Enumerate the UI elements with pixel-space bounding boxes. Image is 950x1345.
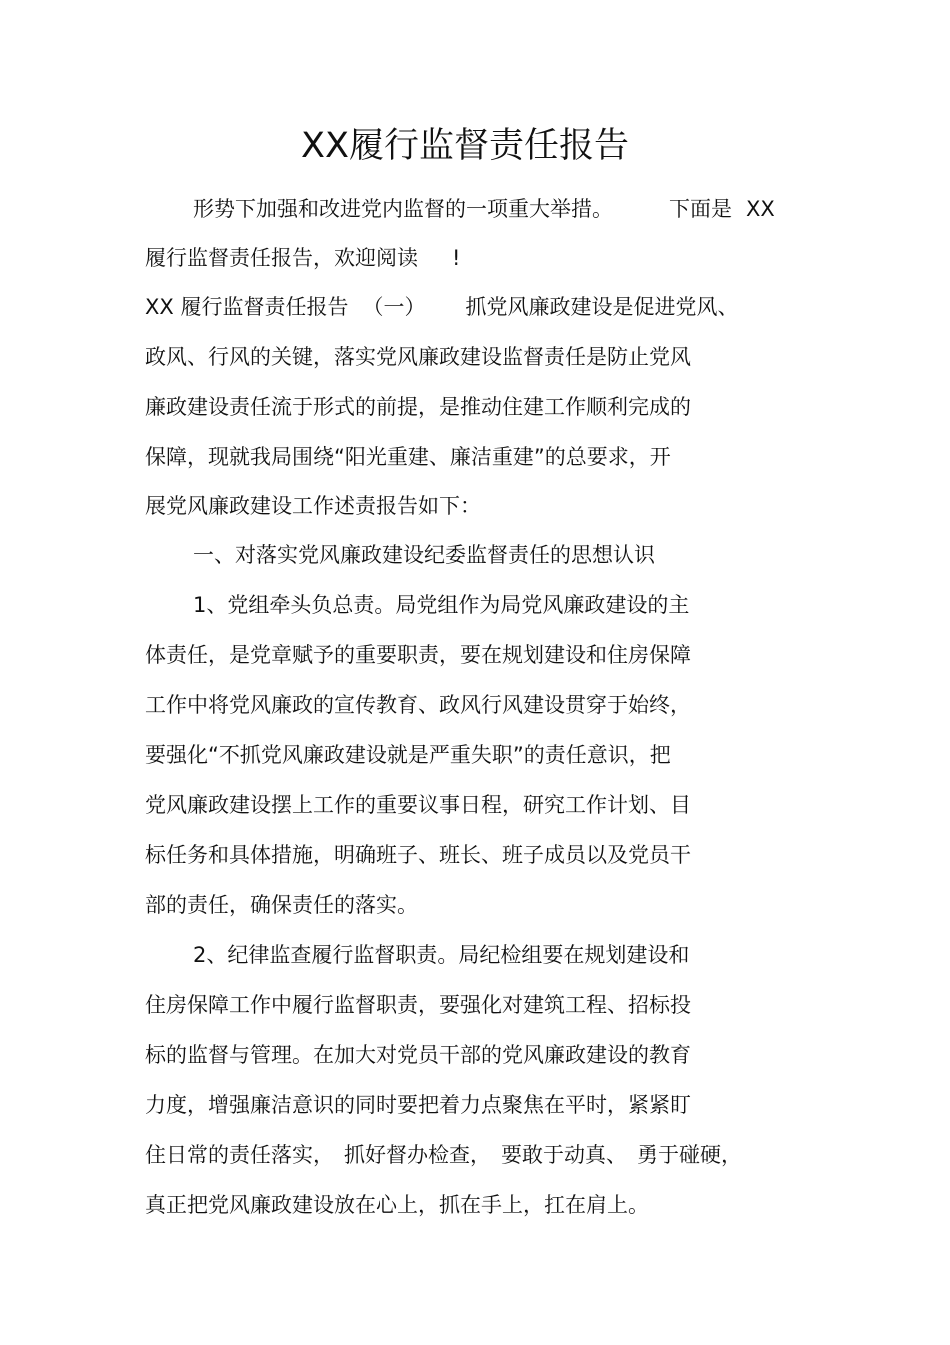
- paragraph-line: 要强化“不抓党风廉政建设就是严重失职”的责任意识，把: [145, 743, 671, 767]
- line-text: !: [452, 246, 461, 270]
- line-text: 抓党风廉政建设是促进党风、: [465, 295, 739, 319]
- line-text: 住日常的责任落实，: [145, 1143, 334, 1167]
- paragraph-line: 标任务和具体措施，明确班子、班长、班子成员以及党员干: [145, 843, 691, 867]
- line-text: XX 履行监督责任报告: [145, 295, 349, 319]
- paragraph-line: 保障，现就我局围绕“阳光重建、廉洁重建”的总要求，开: [145, 445, 671, 469]
- line-text: 勇于碰硬，: [637, 1143, 742, 1167]
- paragraph-line: 力度，增强廉洁意识的同时要把着力点聚焦在平时，紧紧盯: [145, 1093, 691, 1117]
- paragraph-line: 部的责任，确保责任的落实。: [145, 893, 418, 917]
- document-title: XX履行监督责任报告: [301, 126, 629, 166]
- paragraph-line: 工作中将党风廉政的宣传教育、政风行风建设贯穿于始终，: [145, 693, 691, 717]
- paragraph-line: [145, 244, 460, 272]
- line-text: 下面是: [669, 197, 732, 221]
- line-text: 履行监督责任报告，欢迎阅读: [145, 246, 418, 270]
- line-text: （一）: [362, 295, 426, 319]
- line-text: 形势下加强和改进党内监督的一项重大举措。: [193, 197, 613, 221]
- paragraph-line: 1、党组牵头负总责。局党组作为局党风廉政建设的主: [193, 593, 690, 617]
- section-heading: 一、对落实党风廉政建设纪委监督责任的思想认识: [193, 543, 655, 567]
- paragraph-line: 标的监督与管理。在加大对党员干部的党风廉政建设的教育: [145, 1043, 691, 1067]
- paragraph-line: 住房保障工作中履行监督职责，要强化对建筑工程、招标投: [145, 993, 691, 1017]
- paragraph-line: 廉政建设责任流于形式的前提，是推动住建工作顺利完成的: [145, 395, 691, 419]
- paragraph-line: 体责任，是党章赋予的重要职责，要在规划建设和住房保障: [145, 643, 691, 667]
- paragraph-line: 展党风廉政建设工作述责报告如下：: [145, 494, 481, 518]
- paragraph-line: 2、纪律监查履行监督职责。局纪检组要在规划建设和: [193, 943, 690, 967]
- paragraph-line: [145, 1141, 742, 1169]
- paragraph-line: 政风、行风的关键，落实党风廉政建设监督责任是防止党风: [145, 345, 691, 369]
- paragraph-line: [145, 293, 738, 321]
- line-text: 要敢于动真、: [501, 1143, 627, 1167]
- paragraph-line: 真正把党风廉政建设放在心上，抓在手上，扛在肩上。: [145, 1193, 649, 1217]
- paragraph-line: 党风廉政建设摆上工作的重要议事日程，研究工作计划、目: [145, 793, 691, 817]
- paragraph-line: [193, 195, 775, 223]
- line-text: XX: [746, 197, 775, 221]
- line-text: 抓好督办检查，: [344, 1143, 491, 1167]
